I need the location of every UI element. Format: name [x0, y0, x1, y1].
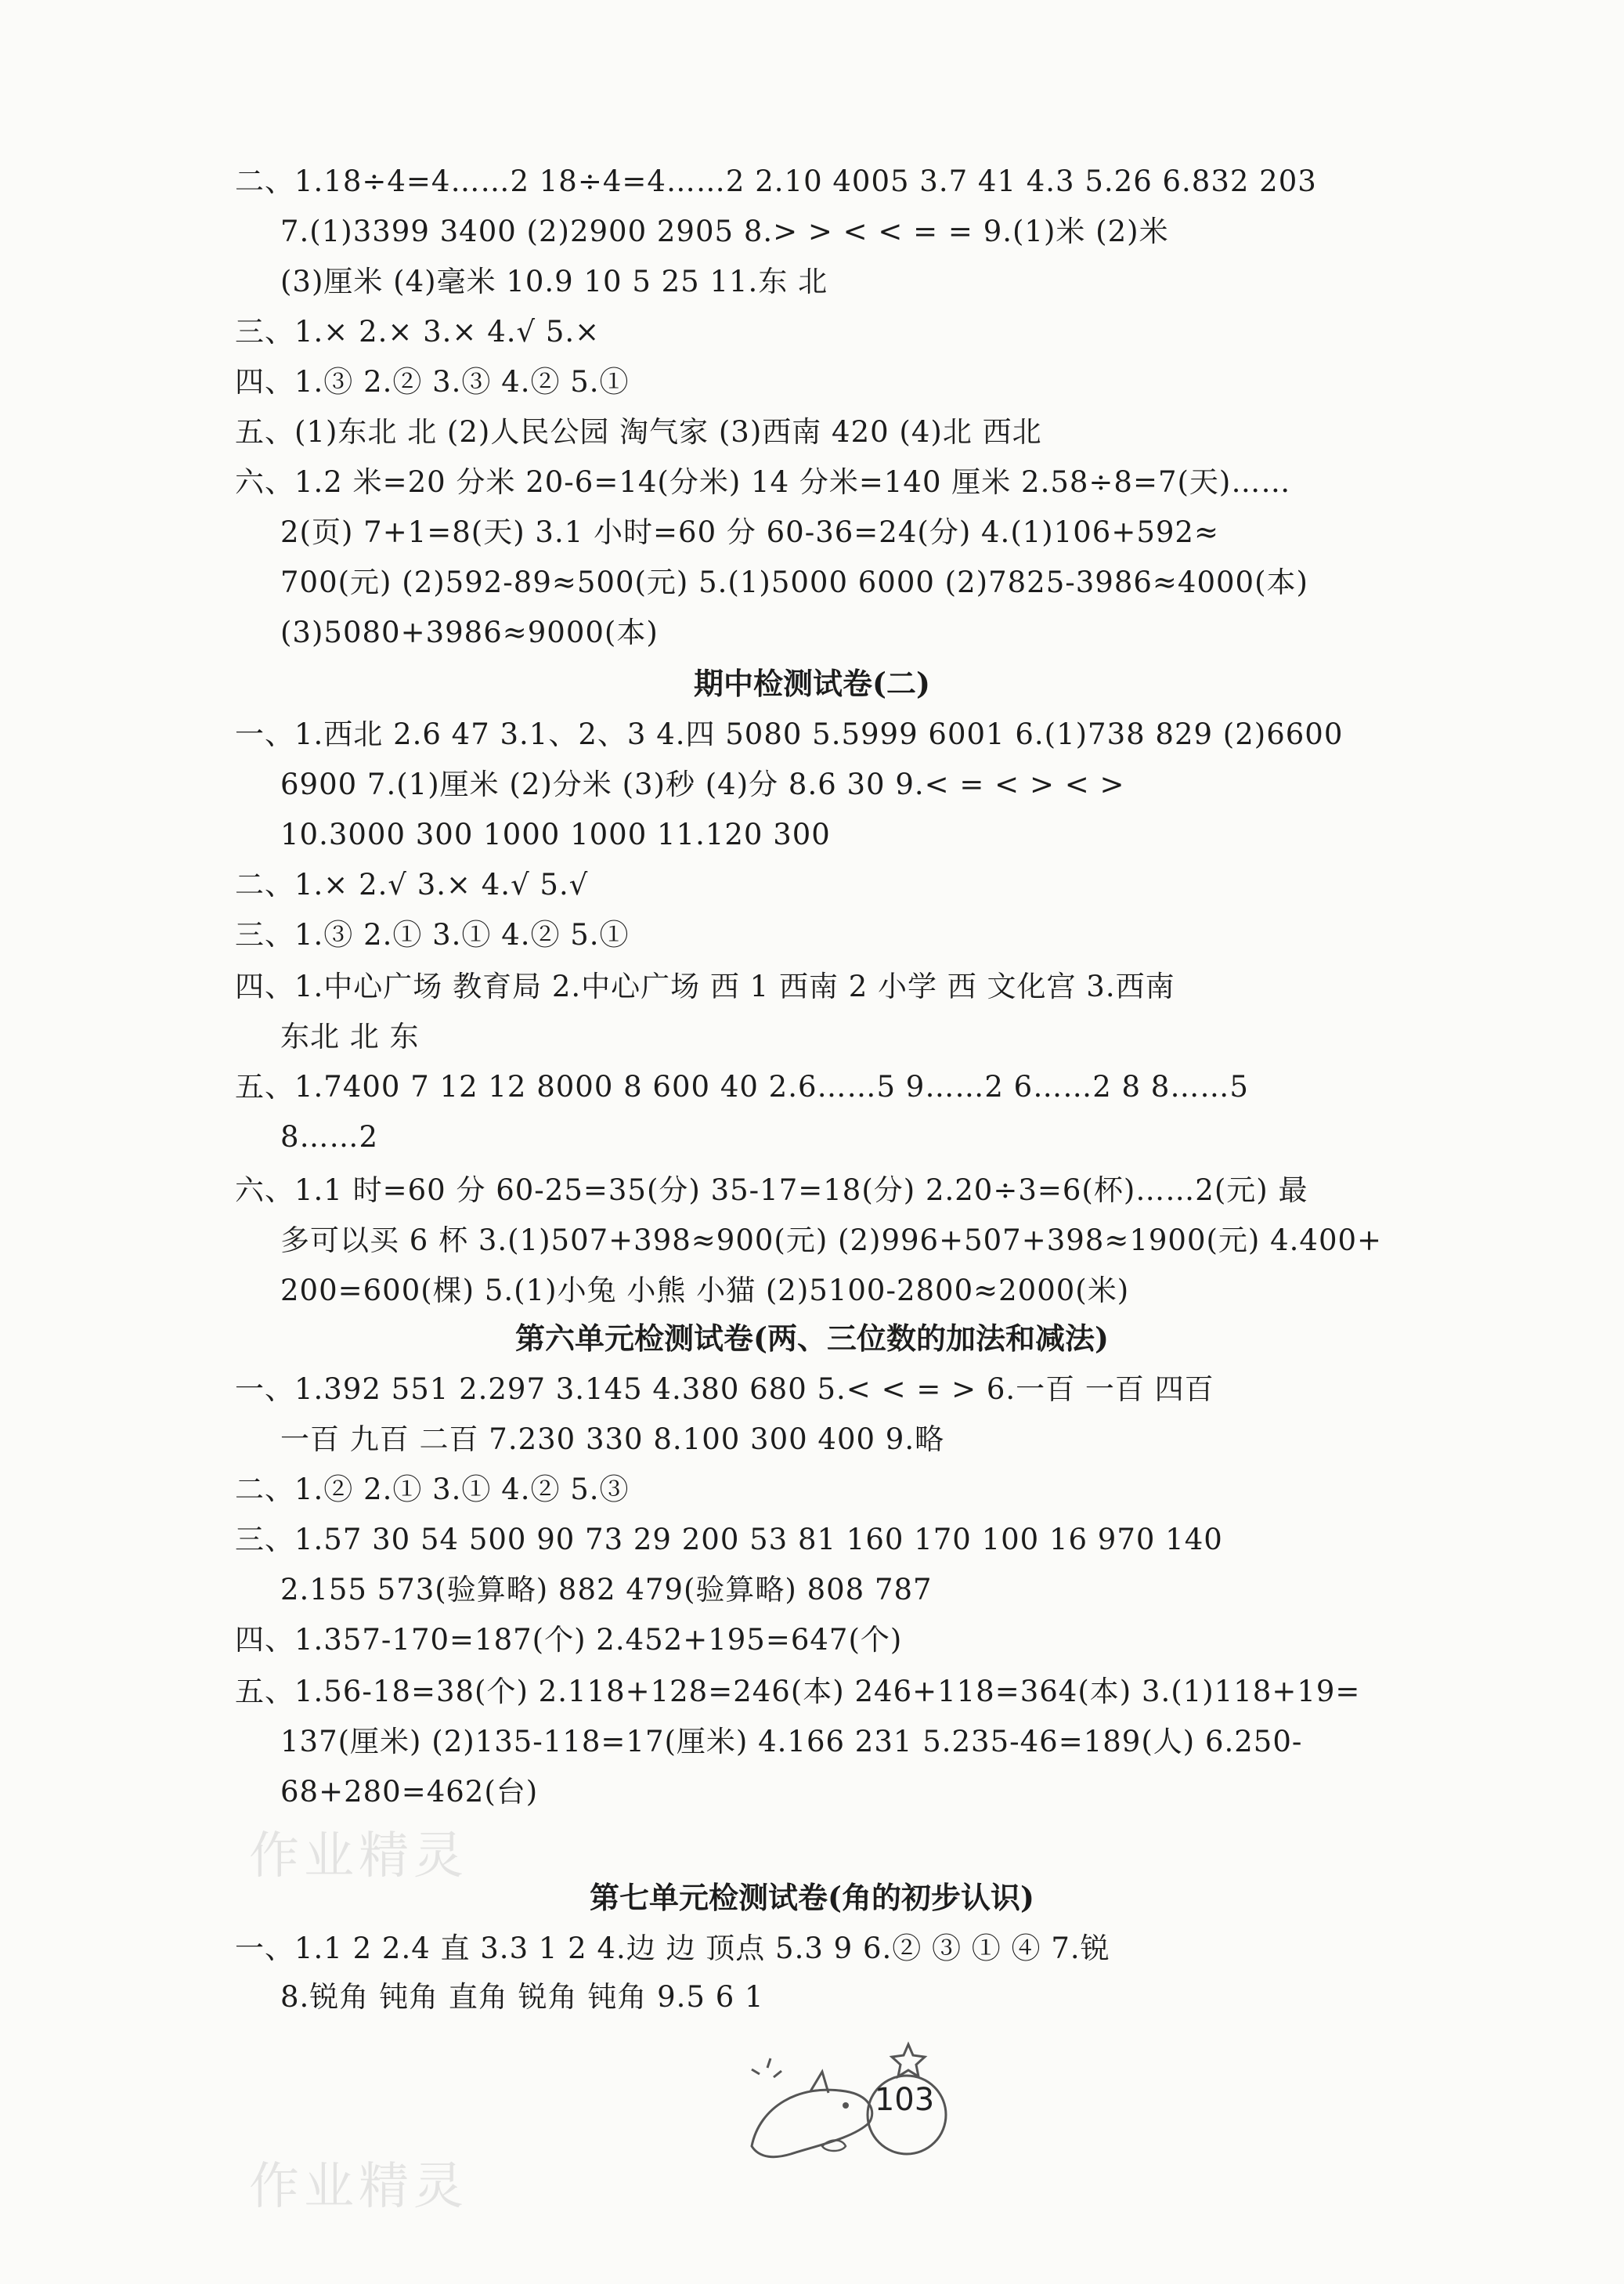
answer-line: 多可以买 6 杯 3.(1)507+398≈900(元) (2)996+507+398≈1900(元) 4.400+ [280, 1223, 1383, 1257]
answer-line: (3)5080+3986≈9000(本) [280, 616, 659, 649]
answer-line: 东北 北 东 [280, 1020, 420, 1053]
answer-line: 2.155 573(验算略) 882 479(验算略) 808 787 [280, 1573, 933, 1606]
answer-line: 10.3000 300 1000 1000 11.120 300 [280, 818, 831, 851]
answer-line: 六、1.1 时=60 分 60-25=35(分) 35-17=18(分) 2.20÷3=6(杯)……2(元) 最 [235, 1173, 1308, 1207]
answer-line: 二、1.× 2.√ 3.× 4.√ 5.√ [235, 868, 589, 902]
watermark: 作业精灵 [249, 2158, 468, 2216]
answer-line: 68+280=462(台) [280, 1775, 539, 1809]
answer-line: 五、(1)东北 北 (2)人民公园 淘气家 (3)西南 420 (4)北 西北 [235, 415, 1042, 449]
answer-line: 137(厘米) (2)135-118=17(厘米) 4.166 231 5.235-46=189(人) 6.250- [280, 1725, 1303, 1758]
section-title: 期中检测试卷(二) [694, 666, 930, 701]
answer-line: 四、1.中心广场 教育局 2.中心广场 西 1 西南 2 小学 西 文化宫 3.西南 [235, 970, 1175, 1003]
answer-line: (3)厘米 (4)毫米 10.9 10 5 25 11.东 北 [280, 265, 828, 298]
answer-line: 200=600(棵) 5.(1)小兔 小熊 小猫 (2)5100-2800≈2000(米) [280, 1274, 1130, 1307]
answer-line: 五、1.7400 7 12 12 8000 8 600 40 2.6……5 9……2 6……2 8 8……5 [235, 1070, 1249, 1104]
answer-line: 6900 7.(1)厘米 (2)分米 (3)秒 (4)分 8.6 30 9.< = < > < > [280, 768, 1125, 801]
answer-line: 8……2 [280, 1120, 379, 1154]
answer-line: 五、1.56-18=38(个) 2.118+128=246(本) 246+118=364(本) 3.(1)118+19= [235, 1675, 1361, 1708]
answer-line: 三、1.× 2.× 3.× 4.√ 5.× [235, 315, 601, 349]
answer-line: 二、1.18÷4=4……2 18÷4=4……2 2.10 4005 3.7 41 4.3 5.26 6.832 203 [235, 164, 1317, 198]
answer-line: 四、1.357-170=187(个) 2.452+195=647(个) [235, 1623, 903, 1657]
page-number: 103 [874, 2082, 935, 2118]
answer-line: 一、1.西北 2.6 47 3.1、2、3 4.四 5080 5.5999 6001 6.(1)738 829 (2)6600 [235, 717, 1344, 751]
answer-line: 一、1.392 551 2.297 3.145 4.380 680 5.< < = > 6.一百 一百 四百 [235, 1372, 1214, 1406]
answer-line: 一、1.1 2 2.4 直 3.3 1 2 4.边 边 顶点 5.3 9 6.② ③ ① ④ 7.锐 [235, 1932, 1110, 1965]
answer-line: 7.(1)3399 3400 (2)2900 2905 8.> > < < = = 9.(1)米 (2)米 [280, 215, 1169, 248]
section-title: 第六单元检测试卷(两、三位数的加法和减法) [515, 1321, 1109, 1356]
answer-line: 三、1.③ 2.① 3.① 4.② 5.① [235, 918, 630, 952]
answer-line: 六、1.2 米=20 分米 20-6=14(分米) 14 分米=140 厘米 2.58÷8=7(天)…… [235, 465, 1291, 499]
watermark: 作业精灵 [249, 1827, 468, 1885]
answer-line: 一百 九百 二百 7.230 330 8.100 300 400 9.略 [280, 1422, 945, 1456]
answer-line: 四、1.③ 2.② 3.③ 4.② 5.① [235, 365, 630, 399]
answer-line: 2(页) 7+1=8(天) 3.1 小时=60 分 60-36=24(分) 4.(1)106+592≈ [280, 515, 1219, 549]
answer-line: 二、1.② 2.① 3.① 4.② 5.③ [235, 1473, 630, 1506]
answer-line: 8.锐角 钝角 直角 锐角 钝角 9.5 6 1 [280, 1980, 764, 2014]
section-title: 第七单元检测试卷(角的初步认识) [590, 1880, 1034, 1915]
answer-line: 三、1.57 30 54 500 90 73 29 200 53 81 160 170 100 16 970 140 [235, 1523, 1223, 1556]
answer-line: 700(元) (2)592-89≈500(元) 5.(1)5000 6000 (2)7825-3986≈4000(本) [280, 566, 1308, 599]
